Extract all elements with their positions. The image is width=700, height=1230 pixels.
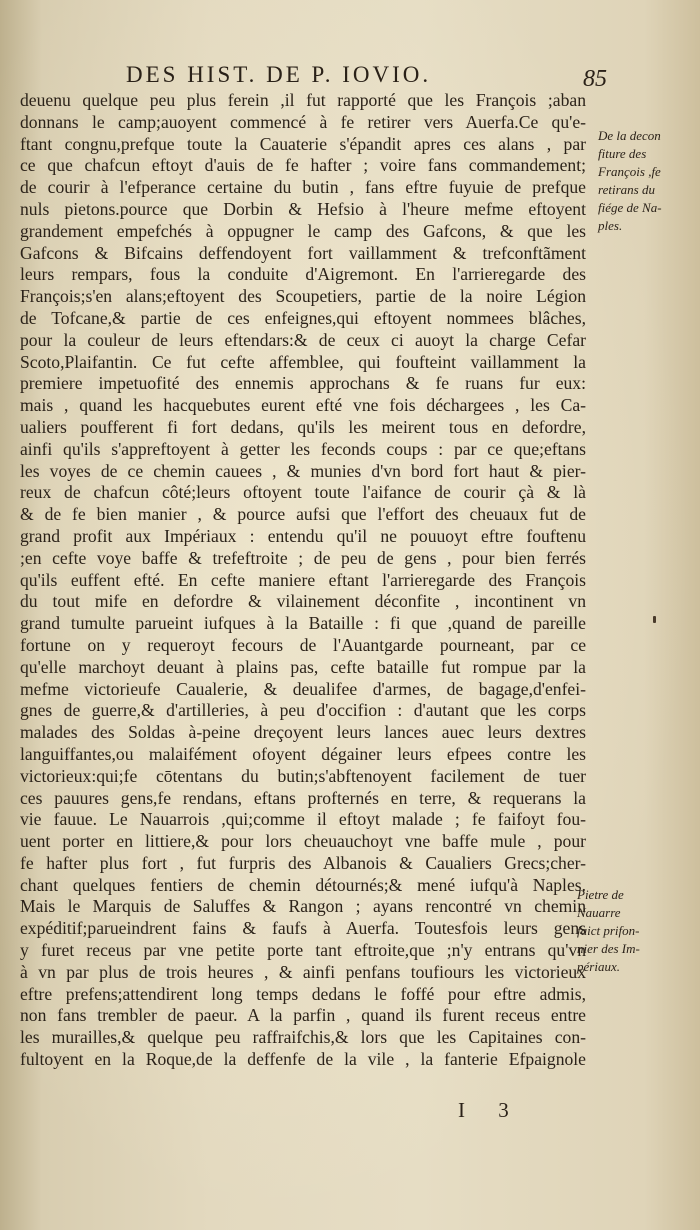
text-line: vie fauue. Le Nauarrois ,qui;comme il eftoyt malade ; fe faifoyt fou-	[20, 809, 586, 830]
text-line: mefme victorieufe Caualerie, & deualifee d'armes, de bagage,d'enfei-	[20, 678, 586, 699]
margin-note-line: François ,fe	[598, 164, 661, 179]
text-line: languiffantes,ou malaifément ofoyent dégainer leurs efpees contre les	[20, 743, 586, 764]
text-line: qu'ils euffent efté. En cefte maniere eftant l'arrieregarde des François	[20, 569, 586, 590]
text-line: nuls pietons.pource que Dorbin & Hefsio à l'heure mefme eftoyent	[20, 198, 586, 219]
signature-mark: I 3	[458, 1098, 523, 1122]
margin-note-line: fiture des	[598, 146, 647, 161]
text-line: fe hafter plus fort , fut furpris des Albanois & Caualiers Grecs;cher-	[20, 852, 586, 873]
text-line: gnes de guerre,& d'artilleries, à peu d'occifion : d'autant que les corps	[20, 700, 586, 721]
text-line: victorieux:qui;fe cōtentans du butin;s'abftenoyent facilement de tuer	[20, 765, 586, 786]
text-line: grand tumulte parueint iufques à la Bataille : fi que ,quand de pareille	[20, 613, 586, 634]
text-line: non fans trembler de paeur. A la parfin , quand ils furent receus entre	[20, 1005, 586, 1026]
text-line: ces pauures gens,fe rendans, eftans profternés en terre, & requerans la	[20, 787, 586, 808]
text-line: qu'elle marchoyt deuant à plains pas, cefte bataille fut rompue par la	[20, 656, 586, 677]
margin-note-line: Pietre de	[577, 887, 624, 902]
text-line: reux de chafcun côté;leurs oftoyent toute l'aifance de courir çà & là	[20, 482, 586, 503]
text-line: eftre prefens;attendirent long temps dedans le foffé pour eftre admis,	[20, 983, 586, 1004]
text-line: y furet receus par vne petite porte tant eftroite,que ;n'y entrans qu'vn	[20, 940, 586, 961]
margin-note-navarre	[577, 886, 679, 976]
text-line: premiere impetuofité des ennemis approchans & fe ruans fur eux:	[20, 373, 586, 394]
text-line: malades des Soldas à-peine dreçoyent leurs lances auec leurs dextres	[20, 722, 586, 743]
text-line: grandement empefchés à oppugner le camp des Gafcons, & que les	[20, 220, 586, 241]
text-line: ualiers poufferent fi fort dedans, qu'ils les meirent tous en defordre,	[20, 416, 586, 437]
text-line: à vn par plus de trois heures , & ainfi penfans toufiours les victorieux	[20, 961, 586, 982]
margin-note-line: retirans du	[598, 182, 655, 197]
margin-note-line: Nauarre	[577, 905, 621, 920]
text-line: ftant congnu,prefque toute la Cauaterie s'épandit apres ces alans , par	[20, 133, 586, 154]
text-line: Mais le Marquis de Saluffes & Rangon ; ayans rencontré vn chemin	[20, 896, 586, 917]
text-line: les voyes de ce chemin cauees , & munies d'vn bord fort haut & pier-	[20, 460, 586, 481]
text-line: ;en cefte voye baffe & trefeftroite ; de peu de gens , pour bien ferrés	[20, 547, 586, 568]
text-line: donnans le camp;auoyent commencé à fe retirer vers Auerfa.Ce qu'e-	[20, 111, 586, 132]
margin-note-line: périaux.	[577, 959, 620, 974]
margin-note-line: De la decon	[598, 128, 661, 143]
page-number: 85	[583, 66, 607, 92]
text-line: leurs rempars, fous la conduite d'Aigremont. En l'arrieregarde des	[20, 264, 586, 285]
text-line: uent porter en littiere,& pour lors cheuauchoyt vne baffe mule , pour	[20, 831, 586, 852]
text-line: grand profit aux Impériaux : entendu qu'il ne pouuoyt eftre fouftenu	[20, 525, 586, 546]
text-line: de Tofcane,& partie de ces enfeignes,qui eftoyent nommees blâches,	[20, 307, 586, 328]
text-line: Gafcons & Bifcains deffendoyent fort vaillamment & trefconftãment	[20, 242, 586, 263]
margin-note-line: ples.	[598, 218, 623, 233]
text-line: de courir à l'efperance certaine du butin , fans eftre fuyuie de prefque	[20, 177, 586, 198]
text-line: les murailles,& quelque peu raffraifchis,& lors que les Capitaines con-	[20, 1027, 586, 1048]
text-line: fultoyent en la Roque,de la deffenfe de la vile , la fanterie Efpaignole	[20, 1049, 586, 1070]
margin-note-line: faict prifon-	[577, 923, 640, 938]
text-line: Scoto,Plaifantin. Ce fut cefte affemblee, qui foufteint vaillamment la	[20, 351, 586, 372]
main-text-block	[20, 90, 586, 1071]
text-line: expéditif;parueindrent fains & faufs à Auerfa. Toutesfois leurs gens	[20, 918, 586, 939]
text-line: pour la couleur de leurs eftendars:& de ceux ci auoyt la charge Cefar	[20, 329, 586, 350]
text-line: deuenu quelque peu plus ferein ,il fut rapporté que les François ;aban	[20, 90, 586, 110]
text-line: & de fe bien manier , & pource aufsi que l'effort des cheuaux fut de	[20, 504, 586, 525]
text-line: ainfi qu'ils s'appreftoyent à getter les feconds coups : par ce que;eftans	[20, 438, 586, 459]
text-line: ce que chafcun eftoyt d'auis de fe hafter ; voire fans commandement;	[20, 155, 586, 176]
text-line: du tout mife en defordre & vilainement déconfite , incontinent vn	[20, 591, 586, 612]
ink-speck	[653, 616, 656, 623]
running-title: DES HIST. DE P. IOVIO.	[126, 62, 432, 87]
text-line: fortune on y requeroyt fecours de l'Auantgarde pourneant, par ce	[20, 634, 586, 655]
text-line: chant quelques fentiers de chemin détournés;& mené iufqu'à Naples.	[20, 874, 586, 895]
margin-note-line: nier des Im-	[577, 941, 640, 956]
text-line: mais , quand les hacquebutes eurent efté vne fois déchargees , les Ca-	[20, 395, 586, 416]
margin-note-line: fiége de Na-	[598, 200, 662, 215]
margin-note-defeat	[598, 127, 700, 235]
text-line: François;s'en alans;eftoyent des Scoupetiers, partie de la noire Légion	[20, 286, 586, 307]
